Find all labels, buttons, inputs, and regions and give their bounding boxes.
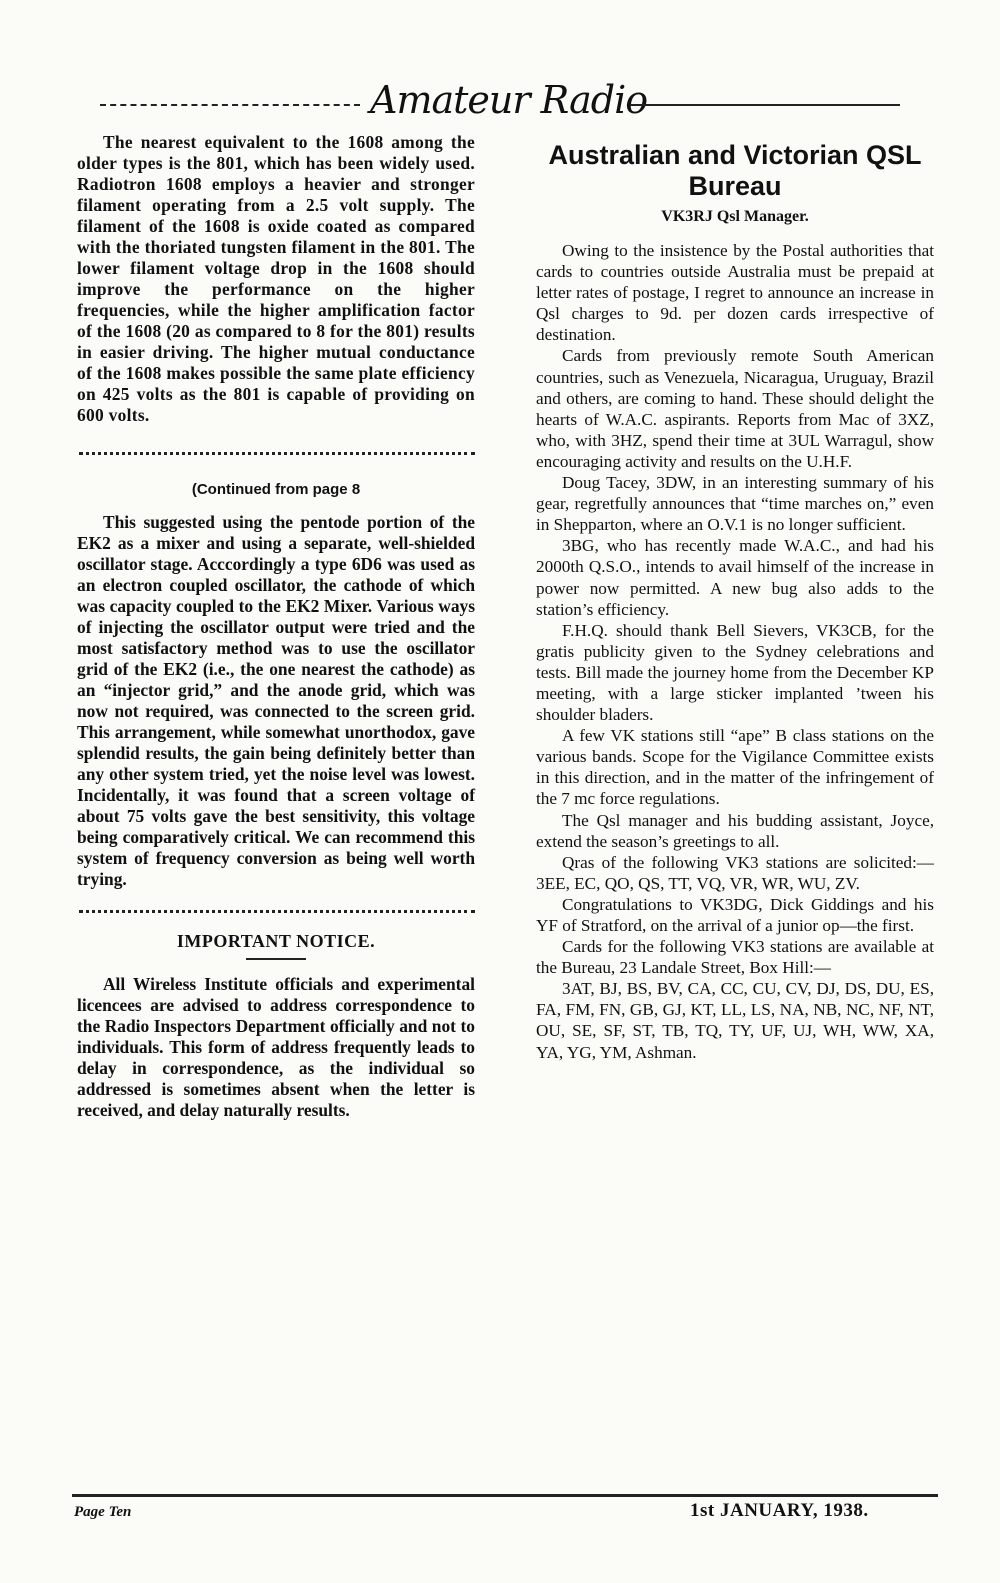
dotted-separator — [79, 910, 475, 913]
callsign-list: 3AT, BJ, BS, BV, CA, CC, CU, CV, DJ, DS, DU, ES, FA, FM, FN, GB, GJ, KT, LL, LS, NA, NB, NC, NF, NT, OU, SE, SF, ST, TB, TQ, TY, UF, UJ, WH, WW, XA, YA, YG, YM, Ashman. — [536, 979, 934, 1062]
page-number: Page Ten — [74, 1504, 132, 1520]
notice-title: IMPORTANT NOTICE. — [176, 931, 376, 951]
paragraph: Cards for the following VK3 stations are available at the Bureau, 23 Landale Street, Box Hill:— — [536, 937, 934, 978]
paragraph: F.H.Q. should thank Bell Sievers, VK3CB, for the gratis publicity given to the Sydney celebrations and tests. Bill made the journey home from the December KP meeting, with a large sticker implanted ’tween his shoulder bladers. — [536, 620, 934, 725]
article-paragraph: The nearest equivalent to the 1608 among the older types is the 801, which has been widely used. Radiotron 1608 employs a heavier and stronger filament operating from a 2.5 volt supply. The filament of the 1608 is oxide coated as compared with the thoriated tungsten filament in the 801. The lower filament voltage drop in the 1608 should improve the performance on the higher frequencies, while the higher amplification factor of the 1608 (20 as compared to 8 for the 801) results in easier driving. The higher mutual conductance of the 1608 makes possible the same plate efficiency on 425 volts as the 801 is capable of providing on 600 volts. — [77, 132, 475, 425]
masthead-title: Amateur Radio — [370, 78, 648, 122]
paragraph: Cards from previously remote South American countries, such as Venezuela, Nicaragua, Uruguay, Brazil and others, are coming to hand. These should delight the hearts of W.A.C. aspirants. Reports from Mac of 3XZ, who, with 3HZ, spend their time at 3UL Warragul, show encouraging activity and results on the U.H.F. — [536, 346, 934, 471]
notice-paragraph: All Wireless Institute officials and experimental licencees are advised to address correspondence to the Radio Inspectors Department officially and not to individuals. This form of address frequently leads to delay in correspondence, as the individual so addressed is sometimes absent when the letter is received, and delay naturally results. — [77, 974, 475, 1120]
notice-rule — [246, 958, 306, 960]
paragraph: Doug Tacey, 3DW, in an interesting summary of his gear, regretfully announces that “time marches on,” even in Shepparton, where an O.V.1 is no longer sufficient. — [536, 473, 934, 535]
masthead-rule-left — [100, 104, 360, 106]
issue-date: 1st JANUARY, 1938. — [690, 1500, 869, 1521]
paragraph: Congratulations to VK3DG, Dick Giddings and his YF of Stratford, on the arrival of a junior op—the first. — [536, 894, 934, 935]
left-column — [77, 132, 475, 1121]
paragraph: Qras of the following VK3 stations are solicited:—3EE, EC, QO, QS, TT, VQ, VR, WR, WU, ZV. — [536, 852, 934, 893]
continued-label: (Continued from page 8 — [191, 481, 361, 498]
right-column — [536, 132, 934, 1063]
paragraph: 3BG, who has recently made W.A.C., and had his 2000th Q.S.O., intends to avail himself of the increase in power now permitted. A new bug also adds to the station’s efficiency. — [536, 536, 934, 619]
article-subhead: VK3RJ Qsl Manager. — [661, 208, 809, 225]
paragraph: Owing to the insistence by the Postal authorities that cards to countries outside Australia must be prepaid at letter rates of postage, I regret to announce an increase in Qsl charges to 9d. per dozen cards irrespective of destination. — [536, 241, 934, 345]
masthead — [100, 78, 900, 122]
paragraph: A few VK stations still “ape” B class stations on the various bands. Scope for the Vigilance Committee exists in this direction, and in the matter of the infringement of the 7 mc force regulations. — [536, 726, 934, 809]
dotted-separator — [79, 452, 475, 455]
masthead-rule-right — [630, 104, 900, 106]
continued-paragraph: This suggested using the pentode portion of the EK2 as a mixer and using a separate, well-shielded oscillator stage. Acccordingly a type 6D6 was used as an electron coupled oscillator, the cathode of which was capacity coupled to the EK2 Mixer. Various ways of injecting the oscillator output were tried and the most satisfactory method was to use the oscillator grid of the EK2 (i.e., the one nearest the cathode) as an “injector grid,” and the anode grid, which was now not required, was connected to the screen grid. This arrangement, while somewhat unorthodox, gave splendid results, the gain being definitely better than any other system tried, yet the noise level was lowest. Incidentally, it was found that a screen voltage of about 75 volts gave the best sensitivity, this voltage being comparatively critical. We can recommend this system of frequency conversion as being well worth trying. — [77, 512, 475, 889]
footer-rule — [72, 1494, 938, 1497]
paragraph: The Qsl manager and his budding assistant, Joyce, extend the season’s greetings to all. — [536, 810, 934, 851]
article-title: Australian and Victorian QSL Bureau — [548, 140, 922, 201]
